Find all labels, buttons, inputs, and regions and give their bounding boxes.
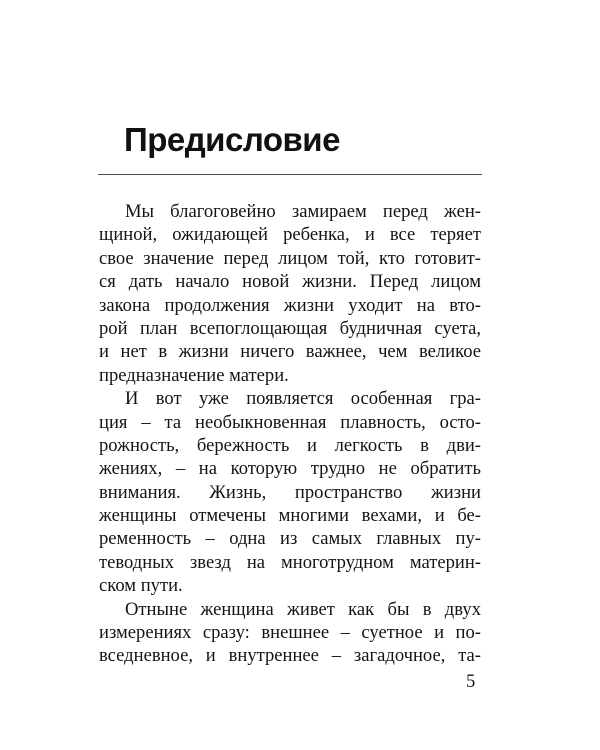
text-line: предназначение матери. bbox=[99, 364, 289, 386]
paragraph bbox=[99, 200, 481, 387]
text-line: рожность, бережность и легкость в дви- bbox=[99, 434, 481, 456]
text-line: ском пути. bbox=[99, 575, 183, 597]
body-text bbox=[99, 200, 481, 668]
text-line: закона продолжения жизни уходит на вто- bbox=[99, 294, 481, 316]
text-line: теводных звезд на многотрудном материн- bbox=[99, 551, 481, 573]
paragraph bbox=[99, 598, 481, 668]
page-number: 5 bbox=[466, 671, 476, 692]
text-line: ция – та необыкновенная плавность, осто- bbox=[99, 411, 481, 433]
text-line: свое значение перед лицом той, кто готовит- bbox=[99, 247, 481, 269]
text-line: И вот уже появляется особенная гра- bbox=[125, 388, 481, 410]
text-line: женщины отмечены многими вехами, и бе- bbox=[99, 505, 481, 527]
text-line: жениях, – на которую трудно не обратить bbox=[99, 458, 481, 480]
title-divider bbox=[98, 174, 482, 175]
paragraph bbox=[99, 387, 481, 598]
text-line: ся дать начало новой жизни. Перед лицом bbox=[99, 271, 481, 293]
text-line: измерениях сразу: внешнее – суетное и по- bbox=[99, 622, 481, 644]
text-line: Отныне женщина живет как бы в двух bbox=[125, 598, 481, 620]
text-line: ременность – одна из самых главных пу- bbox=[99, 528, 481, 550]
chapter-title: Предисловие bbox=[124, 121, 340, 158]
text-line: и нет в жизни ничего важнее, чем великое bbox=[99, 341, 481, 363]
text-line: внимания. Жизнь, пространство жизни bbox=[99, 481, 481, 503]
text-line: щиной, ожидающей ребенка, и все теряет bbox=[99, 224, 481, 246]
text-line: рой план всепоглощающая будничная суета, bbox=[99, 317, 481, 339]
text-line: вседневное, и внутреннее – загадочное, та- bbox=[99, 645, 481, 667]
text-line: Мы благоговейно замираем перед жен- bbox=[125, 201, 481, 222]
